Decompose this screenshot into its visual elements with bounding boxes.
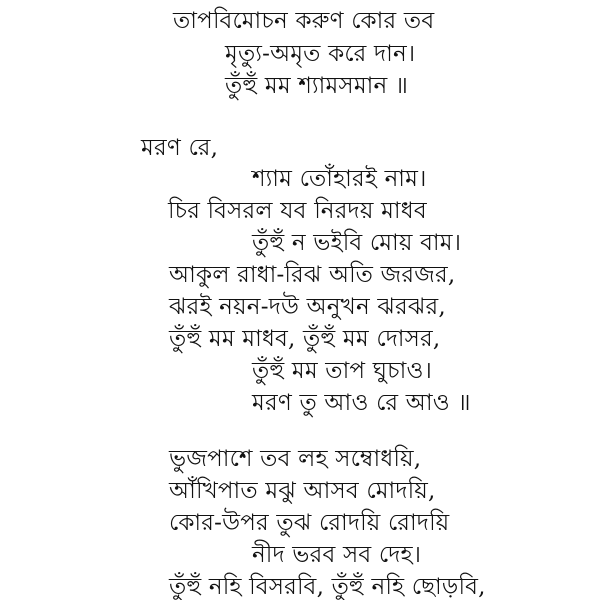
poem-line: কোর-উপর তুঝ রোদয়ি রোদয়ি: [169, 510, 450, 536]
poem-line: তুঁহুঁ ন ভইবি মোয় বাম।: [252, 230, 462, 256]
poem-line: আকুল রাধা-রিঝ অতি জরজর,: [169, 262, 456, 288]
poem-line: ভুজপাশে তব লহ সম্বোধয়ি,: [169, 446, 422, 472]
poem-line: তুঁহুঁ মম তাপ ঘুচাও।: [252, 358, 432, 384]
poem-line: শ্যাম তোঁহারই নাম।: [252, 166, 427, 192]
poem-line: তুঁহুঁ মম শ্যামসমান ॥: [225, 73, 409, 99]
poem-line: মরণ তু আও রে আও ॥: [252, 390, 471, 416]
poem-line: মরণ রে,: [141, 135, 219, 161]
poem-line: ঝরই নয়ন-দউ অনুখন ঝরঝর,: [169, 294, 446, 320]
poem-line: চির বিসরল যব নিরদয় মাধব: [168, 198, 427, 224]
poem-line: আঁখিপাত মঝু আসব মোদয়ি,: [169, 478, 436, 504]
poem-line: মৃত্যু-অমৃত করে দান।: [225, 41, 416, 67]
poem-line: তুঁহুঁ মম মাধব, তুঁহুঁ মম দোসর,: [169, 326, 441, 352]
poem-line: নীদ ভরব সব দেহ।: [252, 542, 422, 568]
poem-line: তাপবিমোচন করুণ কোর তব: [173, 8, 435, 34]
poem-line: তুঁহুঁ নহি বিসরবি, তুঁহুঁ নহি ছোড়বি,: [169, 574, 486, 600]
